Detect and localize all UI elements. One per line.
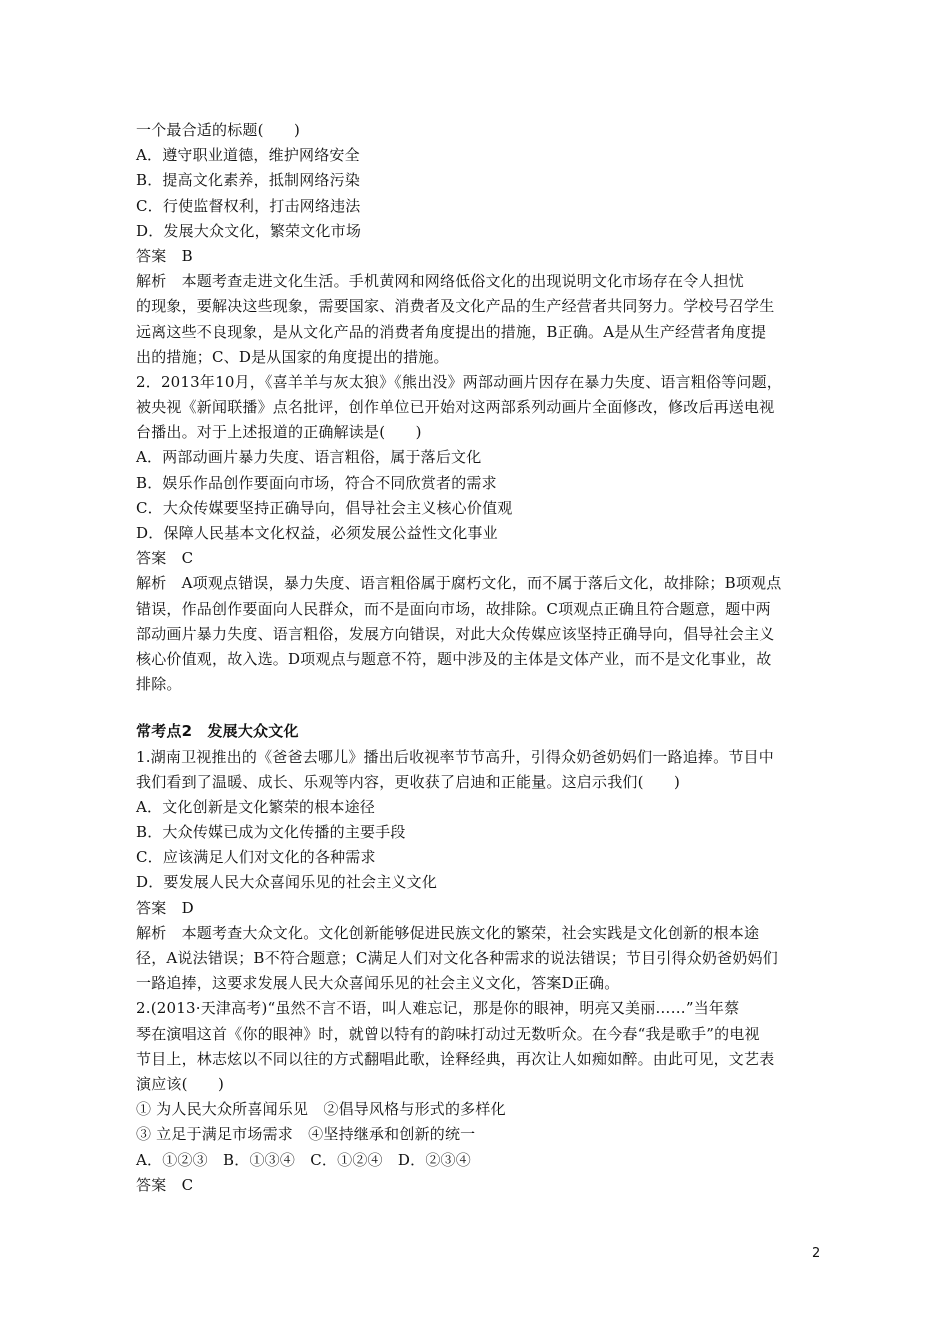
- option-d: D．保障人民基本文化权益，必须发展公益性文化事业: [136, 524, 498, 542]
- option-d: D．要发展人民大众喜闻乐见的社会主义文化: [136, 873, 438, 892]
- analysis-line: 解析 本题考查走进文化生活。手机黄网和网络低俗文化的出现说明文化市场存在令人担忧: [136, 272, 745, 291]
- option-c: C．大众传媒要坚持正确导向，倡导社会主义核心价值观: [136, 498, 513, 517]
- question-line: 被央视《新闻联播》点名批评，创作单位已开始对这两部系列动画片全面修改，修改后再送电视: [136, 398, 775, 417]
- section-gap: [136, 697, 826, 719]
- option-c: C．行使监督权利，打击网络违法: [136, 196, 361, 215]
- document-page: [136, 118, 826, 1198]
- question-line: 琴在演唱这首《你的眼神》时，就曾以特有的韵味打动过无数听众。在今春“我是歌手”的电视: [136, 1024, 760, 1043]
- answer-line: 答案 C: [136, 1175, 194, 1194]
- option-d: D．发展大众文化，繁荣文化市场: [136, 221, 362, 240]
- option-c: C．应该满足人们对文化的各种需求: [136, 848, 376, 867]
- question-line: 2.(2013·天津高考)“虽然不言不语，叫人难忘记，那是你的眼神，明亮又美丽……”当年蔡: [136, 999, 740, 1018]
- option-a: A．文化创新是文化繁荣的根本途径: [136, 797, 376, 816]
- analysis-line: 解析 A项观点错误，暴力失度、语言粗俗属于腐朽文化，而不属于落后文化，故排除；B项观点: [136, 574, 782, 593]
- analysis-line: 部动画片暴力失度、语言粗俗，发展方向错误，对此大众传媒应该坚持正确导向，倡导社会主义: [136, 624, 775, 643]
- page-number: 2: [812, 1246, 821, 1261]
- text-line: 一个最合适的标题( ): [136, 121, 301, 139]
- options-line: A．①②③ B．①③④ C．①②④ D．②③④: [136, 1150, 471, 1169]
- answer-line: 答案 D: [136, 898, 194, 917]
- analysis-line: 出的措施；C、D是从国家的角度提出的措施。: [136, 347, 449, 366]
- analysis-line: 一路追捧，这要求发展人民大众喜闻乐见的社会主义文化，答案D正确。: [136, 974, 620, 993]
- analysis-line: 远离这些不良现象，是从文化产品的消费者角度提出的措施，B正确。A是从生产经营者角度提: [136, 322, 767, 341]
- question-block-1: [136, 118, 826, 697]
- option-b: B．娱乐作品创作要面向市场，符合不同欣赏者的需求: [136, 473, 497, 492]
- question-line: 我们看到了温暖、成长、乐观等内容，更收获了启迪和正能量。这启示我们( ): [136, 772, 681, 791]
- analysis-line: 径，A说法错误；B不符合题意；C满足人们对文化各种需求的说法错误；节目引得众奶爸奶妈们: [136, 949, 778, 967]
- section-heading: 常考点2 发展大众文化: [136, 722, 299, 741]
- analysis-line: 的现象，要解决这些现象，需要国家、消费者及文化产品的生产经营者共同努力。学校号召学生: [136, 297, 775, 316]
- question-line: 1.湖南卫视推出的《爸爸去哪儿》播出后收视率节节高升，引得众奶爸奶妈们一路追捧。节目中: [136, 747, 774, 766]
- analysis-line: 核心价值观，故入选。D项观点与题意不符，题中涉及的主体是文体产业，而不是文化事业，故: [136, 649, 772, 668]
- question-line: 演应该( ): [136, 1074, 225, 1093]
- statement-line: ③ 立足于满足市场需求 ④坚持继承和创新的统一: [136, 1125, 476, 1144]
- option-b: B．大众传媒已成为文化传播的主要手段: [136, 823, 406, 842]
- section-2: [136, 719, 826, 1198]
- analysis-line: 解析 本题考查大众文化。文化创新能够促进民族文化的繁荣，社会实践是文化创新的根本途: [136, 923, 760, 942]
- option-a: A．两部动画片暴力失度、语言粗俗，属于落后文化: [136, 448, 482, 467]
- answer-line: 答案 C: [136, 549, 194, 568]
- option-b: B．提高文化素养，抵制网络污染: [136, 171, 361, 190]
- analysis-line: 排除。: [136, 675, 182, 694]
- question-line: 2．2013年10月，《喜羊羊与灰太狼》《熊出没》两部动画片因存在暴力失度、语言粗俗等问题，: [136, 372, 783, 391]
- analysis-line: 错误，作品创作要面向人民群众，而不是面向市场，故排除。C项观点正确且符合题意，题中两: [136, 599, 771, 618]
- option-a: A．遵守职业道德，维护网络安全: [136, 146, 360, 165]
- statement-line: ① 为人民大众所喜闻乐见 ②倡导风格与形式的多样化: [136, 1100, 506, 1119]
- answer-line: 答案 B: [136, 246, 193, 265]
- question-line: 节目上，林志炫以不同以往的方式翻唱此歌，诠释经典，再次让人如痴如醉。由此可见，文艺表: [136, 1049, 775, 1068]
- question-line: 台播出。对于上述报道的正确解读是( ): [136, 423, 422, 442]
